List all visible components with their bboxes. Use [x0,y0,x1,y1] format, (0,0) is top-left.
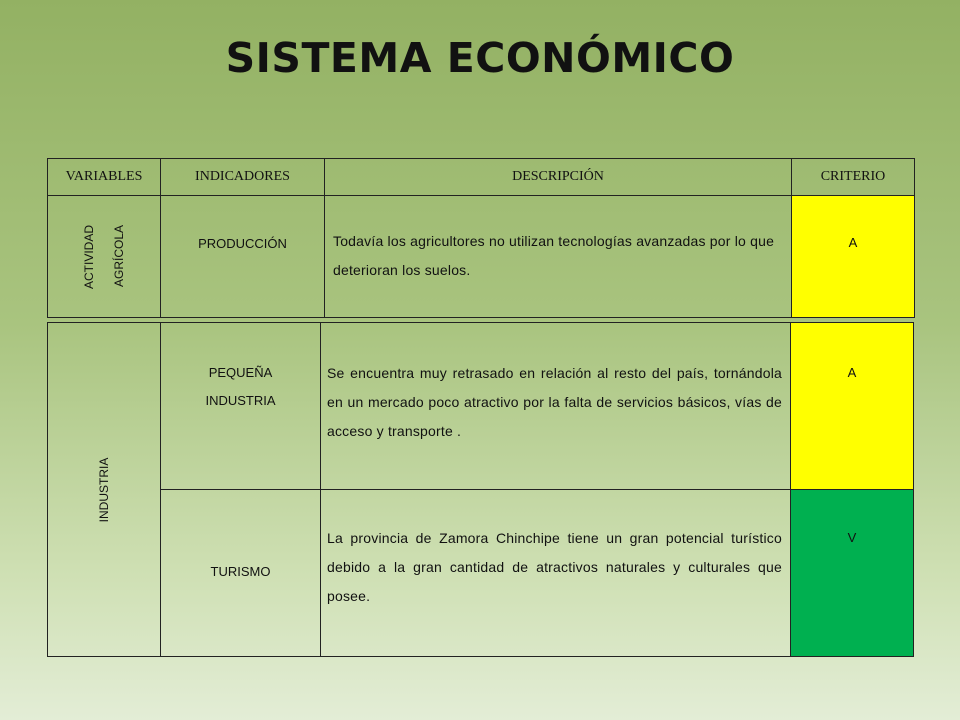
description-cell [321,490,791,657]
table-lower [47,322,914,657]
header-criterio: CRITERIO [792,159,915,196]
variable-cell-industria [48,323,161,657]
indicator-cell [161,490,321,657]
criterion-cell [791,490,914,657]
criterion-produccion: A [848,235,858,250]
criterion-cell [792,196,915,318]
indicator-turismo: TURISMO [210,564,271,579]
page-title: SISTEMA ECONÓMICO [225,34,735,82]
description-pequena-industria: Se encuentra muy retrasado en relación al resto del país, tornándola en un mercado poco atractivo por la falta de servicios básicos, vías de acceso y transporte . [327,365,782,439]
description-turismo: La provincia de Zamora Chinchipe tiene un gran potencial turístico debido a la gran cantidad de atractivos naturales y culturales que posee. [327,530,782,604]
description-produccion: Todavía los agricultores no utilizan tecnologías avanzadas por lo que deterioran los suelos. [333,233,775,278]
criterion-cell [791,323,914,490]
table-row [48,323,914,490]
indicator-pequena-industria: PEQUEÑA INDUSTRIA [205,365,276,408]
variable-label [74,224,134,288]
table-upper [47,158,915,318]
variable-cell-actividad-agricola [48,196,161,318]
header-row [48,159,915,196]
description-cell [325,196,792,318]
header-descripcion: DESCRIPCIÓN [325,159,792,196]
variable-label-line2: AGRÍCOLA [112,224,126,287]
variable-label: INDUSTRIA [97,457,111,522]
description-cell [321,323,791,490]
table-row [48,490,914,657]
indicator-cell [161,196,325,318]
criterion-pequena-industria: A [847,365,857,380]
criterion-turismo: V [847,530,857,545]
variable-label-line1: ACTIVIDAD [82,224,96,289]
table-row [48,196,915,318]
header-indicadores: INDICADORES [161,159,325,196]
indicator-produccion: PRODUCCIÓN [198,236,287,251]
indicator-cell [161,323,321,490]
header-variables: VARIABLES [48,159,161,196]
